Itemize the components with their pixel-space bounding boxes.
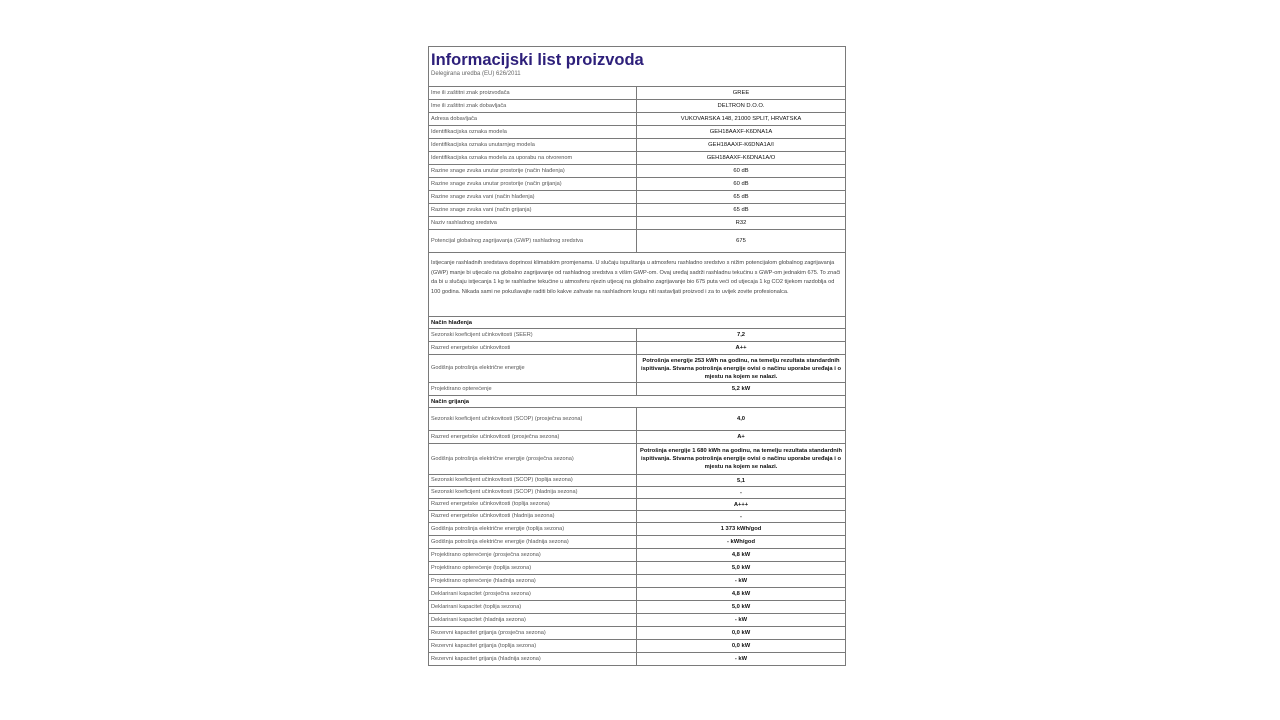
row-label: Deklarirani kapacitet (toplija sezona) xyxy=(429,601,637,613)
row-value: GEH18AAXF-K6DNA1A/I xyxy=(708,142,774,148)
row-label: Sezonski koeficijent učinkovitosti (SEER) xyxy=(429,329,637,341)
row-value: 4,8 kW xyxy=(731,552,751,558)
table-row-heating-annual-consumption-average xyxy=(429,444,845,475)
row-value: DELTRON D.O.O. xyxy=(717,103,765,109)
row-value: - kW xyxy=(734,617,748,623)
row-label: Rezervni kapacitet grijanja (hladnija sezona) xyxy=(429,653,637,665)
table-row-declared-capacity-warmer xyxy=(429,601,845,614)
row-value: - kW xyxy=(734,578,748,584)
sheet-header xyxy=(429,47,845,87)
table-row-heating-energy-class-average xyxy=(429,431,845,444)
row-value: GEH18AAXF-K6DNA1A/O xyxy=(706,155,776,161)
row-value: A++ xyxy=(735,345,747,351)
row-value: 0,0 kW xyxy=(731,643,751,649)
row-value: 5,0 kW xyxy=(731,604,751,610)
table-row-backup-capacity-average xyxy=(429,627,845,640)
table-row-supplier xyxy=(429,100,845,113)
table-row-scop-warmer xyxy=(429,475,845,487)
row-value: 60 dB xyxy=(733,168,749,174)
table-row-design-load-warmer xyxy=(429,562,845,575)
table-row-design-load-average xyxy=(429,549,845,562)
row-value: - kWh/god xyxy=(726,539,755,545)
row-label: Razred energetske učinkovitosti (hladnija sezona) xyxy=(429,511,637,522)
row-value: 0,0 kW xyxy=(731,630,751,636)
row-label: Razine snage zvuka vani (način hlađenja) xyxy=(429,191,637,203)
row-label: Rezervni kapacitet grijanja (toplija sezona) xyxy=(429,640,637,652)
row-value: GREE xyxy=(732,90,750,96)
row-label: Rezervni kapacitet grijanja (prosječna sezona) xyxy=(429,627,637,639)
section-heading-heating: Način grijanja xyxy=(429,396,845,408)
row-label: Naziv rashladnog sredstva xyxy=(429,217,637,229)
row-label: Sezonski koeficijent učinkovitosti (SCOP) (prosječna sezona) xyxy=(429,408,637,430)
row-value: - xyxy=(740,489,742,496)
table-row-backup-capacity-warmer xyxy=(429,640,845,653)
row-value: 7,2 xyxy=(736,332,746,338)
table-row-heating-annual-consumption-warmer xyxy=(429,523,845,536)
row-value: A+ xyxy=(737,434,745,440)
row-value: 675 xyxy=(736,238,746,244)
row-value: 1 373 kWh/god xyxy=(720,526,762,532)
row-label: Godišnja potrošnja električne energije xyxy=(429,355,637,382)
table-row-manufacturer xyxy=(429,87,845,100)
row-label: Adresa dobavljača xyxy=(429,113,637,125)
row-label: Projektirano opterećenje xyxy=(429,383,637,395)
row-value: 5,2 kW xyxy=(731,386,751,392)
row-label: Razred energetske učinkovitosti (prosječna sezona) xyxy=(429,431,637,443)
row-label: Godišnja potrošnja električne energije (toplija sezona) xyxy=(429,523,637,535)
table-row-outdoor-noise-heating xyxy=(429,204,845,217)
table-row-cooling-annual-consumption xyxy=(429,355,845,383)
row-label: Razine snage zvuka unutar prostorije (način grijanja) xyxy=(429,178,637,190)
table-row-indoor-noise-heating xyxy=(429,178,845,191)
table-row-outdoor-noise-cooling xyxy=(429,191,845,204)
table-row-outdoor-model-id xyxy=(429,152,845,165)
table-row-declared-capacity-average xyxy=(429,588,845,601)
row-label: Sezonski koeficijent učinkovitosti (SCOP) (toplija sezona) xyxy=(429,475,637,486)
table-row-heating-annual-consumption-colder xyxy=(429,536,845,549)
product-information-sheet xyxy=(428,46,846,666)
row-value: 4,8 kW xyxy=(731,591,751,597)
table-row-seer xyxy=(429,329,845,342)
row-label: Ime ili zaštitni znak proizvođača xyxy=(429,87,637,99)
row-label: Ime ili zaštitni znak dobavljača xyxy=(429,100,637,112)
row-label: Razine snage zvuka vani (način grijanja) xyxy=(429,204,637,216)
row-value: VUKOVARSKA 148, 21000 SPLIT, HRVATSKA xyxy=(680,116,802,122)
table-row-scop-colder xyxy=(429,487,845,499)
table-row-model-id xyxy=(429,126,845,139)
table-row-cooling-design-load xyxy=(429,383,845,396)
refrigerant-notice: Istjecanje rashladnih sredstava doprinosi klimatskim promjenama. U slučaju ispuštanja u atmosferu rashladno sredstvo s nižim potencijalom globalnog zagrijavanja (GWP) manje bi utjecalo na globalno zagrijavanje od rashladnog sredstva s višim GWP-om. Ovaj uređaj sadrži rashladnu tekućinu s GWP-om jednakim 675. To znači da bi u slučaju istjecanja 1 kg te rashladne tekućine u atmosferu njezin utjecaj na globalno zagrijavanje bio 675 puta veći od utjecaja 1 kg CO2 tijekom razdoblja od 100 godina. Nikada sami ne pokušavajte raditi bilo kakve zahvate na rashladnom krugu niti rastavljati proizvod i za to uvijek zovite profesionalca. xyxy=(429,253,845,317)
row-value: 65 dB xyxy=(733,207,749,213)
row-value: Potrošnja energije 253 kWh na godinu, na temelju rezultata standardnih ispitivanja. Stvarna potrošnja energije ovisi o načinu uporabe uređaja i o mjestu na kojem se nalazi. xyxy=(640,357,842,380)
regulation-reference: Delegirana uredba (EU) 626/2011 xyxy=(431,71,521,77)
row-label: Potencijal globalnog zagrijavanja (GWP) rashladnog sredstva xyxy=(429,230,637,252)
table-row-heating-energy-class-warmer xyxy=(429,499,845,511)
table-row-backup-capacity-colder xyxy=(429,653,845,665)
row-value: 5,1 xyxy=(736,477,746,484)
row-value: GEH18AAXF-K6DNA1A xyxy=(709,129,773,135)
row-label: Godišnja potrošnja električne energije (prosječna sezona) xyxy=(429,444,637,474)
section-heading-cooling: Način hlađenja xyxy=(429,317,845,329)
row-value: R32 xyxy=(735,220,747,226)
row-value: - kW xyxy=(734,656,748,662)
row-label: Identifikacijska oznaka unutarnjeg modela xyxy=(429,139,637,151)
row-label: Deklarirani kapacitet (prosječna sezona) xyxy=(429,588,637,600)
row-value: A+++ xyxy=(733,501,749,508)
row-label: Identifikacijska oznaka modela za uporabu na otvorenom xyxy=(429,152,637,164)
table-row-indoor-noise-cooling xyxy=(429,165,845,178)
row-label: Projektirano opterećenje (prosječna sezona) xyxy=(429,549,637,561)
row-label: Razred energetske učinkovitosti (toplija sezona) xyxy=(429,499,637,510)
row-value: - xyxy=(740,513,742,520)
row-value: Potrošnja energije 1 680 kWh na godinu, na temelju rezultata standardnih ispitivanja. Stvarna potrošnja energije ovisi o načinu uporabe uređaja i o mjestu na kojem se nalazi. xyxy=(640,448,842,470)
row-label: Godišnja potrošnja električne energije (hladnija sezona) xyxy=(429,536,637,548)
row-label: Projektirano opterećenje (hladnija sezona) xyxy=(429,575,637,587)
row-value: 60 dB xyxy=(733,181,749,187)
table-row-scop-average xyxy=(429,408,845,431)
table-row-refrigerant xyxy=(429,217,845,230)
table-row-indoor-model-id xyxy=(429,139,845,152)
table-row-design-load-colder xyxy=(429,575,845,588)
table-row-heating-energy-class-colder xyxy=(429,511,845,523)
row-value: 65 dB xyxy=(733,194,749,200)
table-row-supplier-address xyxy=(429,113,845,126)
row-label: Identifikacijska oznaka modela xyxy=(429,126,637,138)
row-label: Razine snage zvuka unutar prostorije (način hlađenja) xyxy=(429,165,637,177)
row-value: 4,0 xyxy=(736,416,746,422)
table-row-declared-capacity-colder xyxy=(429,614,845,627)
page-title: Informacijski list proizvoda xyxy=(431,51,644,69)
table-row-gwp xyxy=(429,230,845,253)
row-label: Deklarirani kapacitet (hladnija sezona) xyxy=(429,614,637,626)
row-label: Projektirano opterećenje (toplija sezona) xyxy=(429,562,637,574)
row-label: Razred energetske učinkovitosti xyxy=(429,342,637,354)
table-row-cooling-energy-class xyxy=(429,342,845,355)
row-label: Sezonski koeficijent učinkovitosti (SCOP) (hladnija sezona) xyxy=(429,487,637,498)
row-value: 5,0 kW xyxy=(731,565,751,571)
